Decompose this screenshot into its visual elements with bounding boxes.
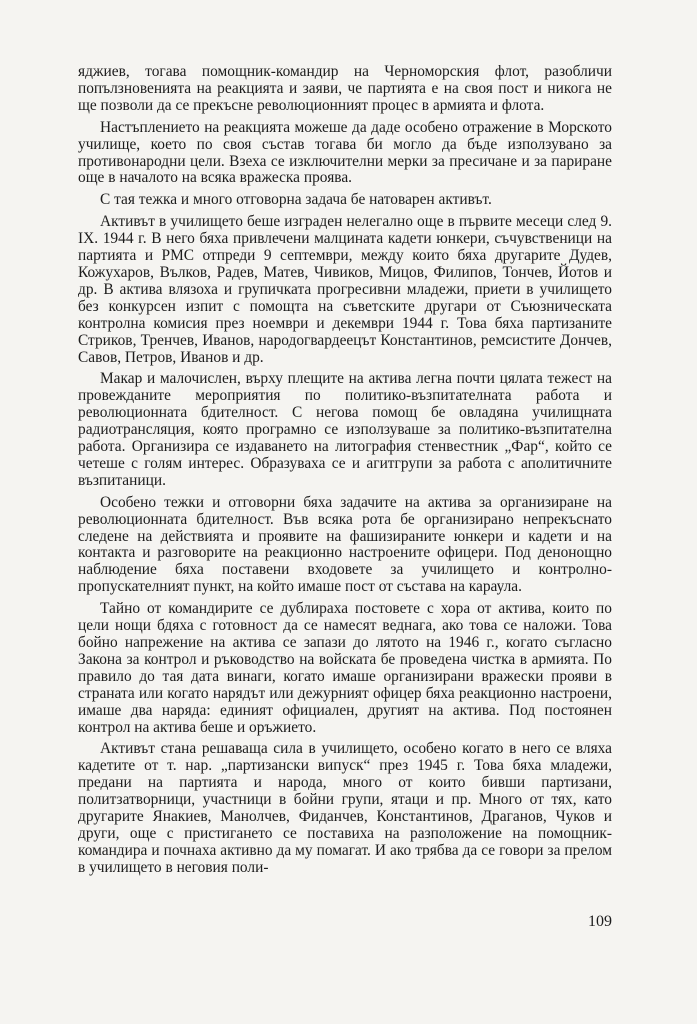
page-number: 109 [588,913,612,930]
paragraph: С тая тежка и много отговорна задача бе натоварен активът. [100,191,492,209]
paragraph: Особено тежки и отговорни бяха задачите на актива за организиране на революционната бдителност. Във всяка рота бе организирано непрекъснато следене на действията и проявите на фашизираните юнкери и кадети и на контакта и разговорите на реакционно настроените офицери. Под денонощно наблюдение бяха поставени входовете за училището и контролно-пропускателният пункт, на който имаше пост от състава на караула. [78,493,612,596]
paragraph: яджиев, тогава помощник-командир на Черноморския флот, разобличи попълзновенията на реакцията и заяви, че партията е на своя пост и никога не ще позволи да се прекъсне революционният процес в армията и флота. [78,63,612,114]
paragraph: Тайно от командирите се дублираха постовете с хора от актива, които по цели нощи бдяха с готовност да се намесят веднага, ако това се наложи. Това бойно напрежение на актива се запази до лятото на 1946 г., когато съгласно Закона за контрол и ръководство на войската бе проведена чистка в армията. По правило до тая дата винаги, когато имаше организирани вражески прояви в страната или когато нарядът или дежурният офицер бяха реакционно настроени, имаше два наряда: единият официален, другият на актива. Под постоянен контрол на актива беше и оръжието. [78,600,612,736]
body-text [78,64,612,882]
paragraph: Настъплението на реакцията можеше да даде особено отражение в Морското училище, което по своя състав тогава би могло да бъде използувано за противонародни цели. Взеха се изключителни мерки за пресичане и за париране още в началото на всяка вражеска проява. [78,118,612,187]
paragraph: Макар и малочислен, върху плещите на актива легна почти цялата тежест на провежданите мероприятия по политико-възпитателната работа и революционната бдителност. С негова помощ бе овладяна училищната радиотрансляция, която програмно се използуваше за политико-възпитателна работа. Организира се издаването на литография стенвестник „Фар“, който се четеше с голям интерес. Образуваха се и агитгрупи за работа с аполитичните възпитаници. [78,370,612,489]
paragraph: Активът стана решаваща сила в училището, особено когато в него се вляха кадетите от т. нар. „партизански випуск“ през 1945 г. Това бяха младежи, предани на партията и народа, много от които бивши партизани, политзатворници, участници в бойни групи, ятаци и пр. Много от тях, като другарите Янакиев, Манолчев, Фиданчев, Константинов, Драганов, Чуков и други, още с пристигането се поставиха на разположение на помощник-командира и почнаха активно да му помагат. И ако трябва да се говори за прелом в училището в неговия поли- [78,740,612,876]
paragraph: Активът в училището беше изграден нелегално още в първите месеци след 9. IX. 1944 г. В него бяха привлечени малцината кадети юнкери, съчувственици на партията и РМС отпреди 9 септември, между които бяха другарите Дудев, Кожухаров, Вълков, Радев, Матев, Чивиков, Мицов, Филипов, Тончев, Йотов и др. В актива влязоха и групичката прогресивни младежи, приети в училището без конкурсен изпит с помощта на съветските другари от Съюзническата контролна комисия през ноември и декември 1944 г. Това бяха партизаните Стриков, Тренчев, Иванов, народогвардеецът Константинов, ремсистите Дончев, Савов, Петров, Иванов и др. [78,213,612,366]
